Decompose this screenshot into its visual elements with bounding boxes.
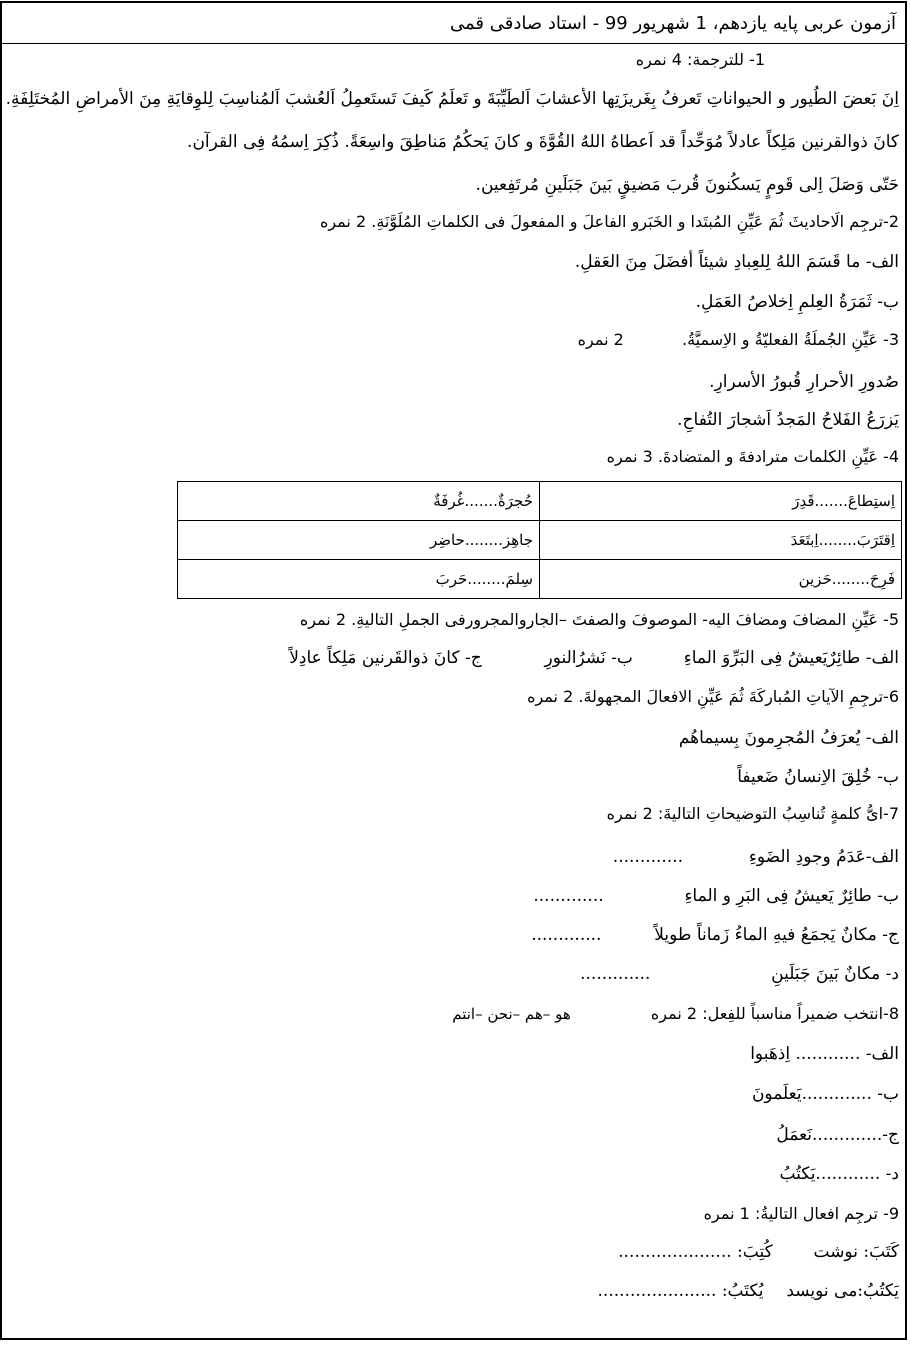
table-cell: جاهِز........حاضِر <box>178 521 540 560</box>
item-text: ج- مکانٌ یَجمَعُ فیهِ الماءُ زَماناً طویلاً <box>654 925 899 945</box>
question-9-item-2 <box>598 1279 899 1303</box>
question-5-item-c: ج- کانَ ذوالقَرنین مَلِکاً عادِلاً <box>289 648 482 668</box>
question-6-title: 6-ترجِمِ الآیاتِ المُبارکَةَ ثُمَ عَیِّنِ الافعالَ المجهولةَ. 2 نمره <box>527 687 899 706</box>
table-cell: اِقتَرَبَ........اِبتَعَدَ <box>540 521 902 560</box>
table-row <box>178 560 902 599</box>
question-3-title <box>578 328 899 352</box>
given-translation: یَکتُبُ:می نویسد <box>786 1281 899 1301</box>
question-1-line-1: اِنَ بَعضَ الطُیور و الحیواناتِ تَعرفُ بِغَریزَتِها الأعشابَ اَلطَیِّبَةَ و تَعلَمُ کَیفَ تَستَعمِلُ اَلعُشبَ اَلمُناسِبَ لِلوِقایَةِ مِنَ الأمراضِ المُختَلِفَةِ. <box>5 89 899 109</box>
pronoun-options: هو –هم –نحن –انتم <box>452 1005 571 1023</box>
table-row <box>178 482 902 521</box>
table-row <box>178 521 902 560</box>
question-2-item-b: ب- ثَمَرَةُ العِلمِ اِخلاصُ العَمَلِ. <box>695 292 899 312</box>
answer-blank[interactable]: ............. <box>580 964 651 984</box>
answer-blank[interactable]: ............. <box>533 886 604 906</box>
question-3-item-2: یَزرَعُ الفَلاحُ المَجدُ اَشجارَ التُفاحِ. <box>677 410 899 430</box>
question-7-item-c <box>531 923 899 947</box>
synonym-antonym-table <box>177 481 902 599</box>
question-7-item-d <box>580 962 899 986</box>
question-8-item-a[interactable]: الف- ............ اِذهَبوا <box>750 1044 899 1064</box>
exam-header <box>2 3 905 44</box>
question-7-item-a <box>613 845 899 869</box>
question-2-title: 2-ترجِم الَاحادیثَ ثُمَ عَیِّنِ المُبتَدا و الخَبَرو الفاعلَ و المفعولَ فی الکلماتِ المُلَوَّنَةِ. 2 نمره <box>319 212 899 231</box>
question-9-item-1 <box>618 1240 899 1264</box>
question-5-item-a: الف- طائِرٌیَعیشُ فِی البَرِّوَ الماءِ <box>683 648 899 668</box>
question-3-score: 2 نمره <box>577 330 624 349</box>
question-6-item-b: ب- خُلِقَ الاِنسانُ ضَعیفاً <box>737 767 899 787</box>
question-4-title: 4- عَیِّنِ الکلمات مترادفةَ و المتضادةَ. 3 نمره <box>606 447 899 466</box>
question-7-title: 7-ایُّ کلمةٍ تُناسِبُ التوضیحاتِ التالیةَ: 2 نمره <box>606 804 899 823</box>
item-text: د- مکانٌ بَینَ جَبَلَینِ <box>771 964 899 984</box>
question-8-item-c[interactable]: ج-.............نَعمَلُ <box>776 1125 899 1145</box>
question-9-title: 9- ترجِم افعال التالیةُ: 1 نمره <box>703 1204 899 1223</box>
question-5-title: 5- عَیِّنِ المضافَ ومضافَ الیه- الموصوفَ والصفتَ –الجاروالمجرورفی الجملِ التالیةِ. 2 نمره <box>299 610 899 629</box>
question-1-line-3: حَتّی وَصَلَ اِلی قَومٍ یَسکُنونَ قُربَ مَضیقٍ بَینَ جَبَلَینِ مُرتَفِعین. <box>475 175 899 195</box>
item-text: ب- طائِرٌ یَعیشُ فِی البَرِ و الماءِ <box>684 886 899 906</box>
answer-blank[interactable]: کُتِبَ: ..................... <box>618 1242 773 1262</box>
question-3-text: 3- عَیِّنِ الجُملَةُ الفعلیّةُ و الاِسمیَّةُ. <box>682 330 899 349</box>
question-8-text: 8-انتخب ضمیراً مناسباً للفِعل: 2 نمره <box>650 1004 899 1023</box>
table-cell: حُجرَةٌ.......غُرفَةٌ <box>178 482 540 521</box>
answer-blank[interactable]: ............. <box>531 925 602 945</box>
question-7-item-b <box>533 884 899 908</box>
answer-blank[interactable]: یُکتَبُ: ...................... <box>597 1281 764 1301</box>
question-1-title: 1- للترجمة: 4 نمره <box>635 50 765 69</box>
question-8-item-b[interactable]: ب- .............یَعلَمونَ <box>751 1084 899 1104</box>
question-8-title <box>452 1002 899 1026</box>
table-cell: اِستِطاعَ.......قَدِرَ <box>540 482 902 521</box>
question-5-item-b: ب- نَشرُالنورِ <box>544 648 633 668</box>
answer-blank[interactable]: ............. <box>612 847 684 867</box>
given-translation: کَتَبَ: نوشت <box>813 1242 899 1262</box>
question-3-item-1: صُدورِ الأحرارِ قُبورُ الأسرارِ. <box>709 372 899 392</box>
table-cell: فَرِحَ........حَزین <box>540 560 902 599</box>
table-cell: سِلمَ........حَربَ <box>178 560 540 599</box>
question-8-item-d[interactable]: د- ............یَکتُبُ <box>779 1164 899 1184</box>
exam-title: آزمون عربی پایه یازدهم، 1 شهریور 99 - استاد صادقی قمی <box>450 12 896 34</box>
exam-sheet <box>0 1 907 1340</box>
question-1-line-2: کانَ ذوالقرنین مَلِکاً عادلاً مُوَحِّداً قد اَعطاهُ اللهُ القُوَّةَ و کانَ یَحکُمُ مَناطِقَ واسِعَةً. ذُکِرَ اِسمُهُ فِی القرآن. <box>187 132 899 152</box>
question-5-items <box>289 646 899 670</box>
item-text: الف-عَدَمُ وجودِ الضَوءِ <box>748 847 899 867</box>
question-6-item-a: الف- یُعرَفُ المُجرِمونَ بِسیماهُم <box>678 728 899 748</box>
question-2-item-a: الف- ما قَسَمَ اللهُ لِلعِبادِ شیئاً أفضَلَ مِنَ العَقلِ. <box>574 252 899 272</box>
